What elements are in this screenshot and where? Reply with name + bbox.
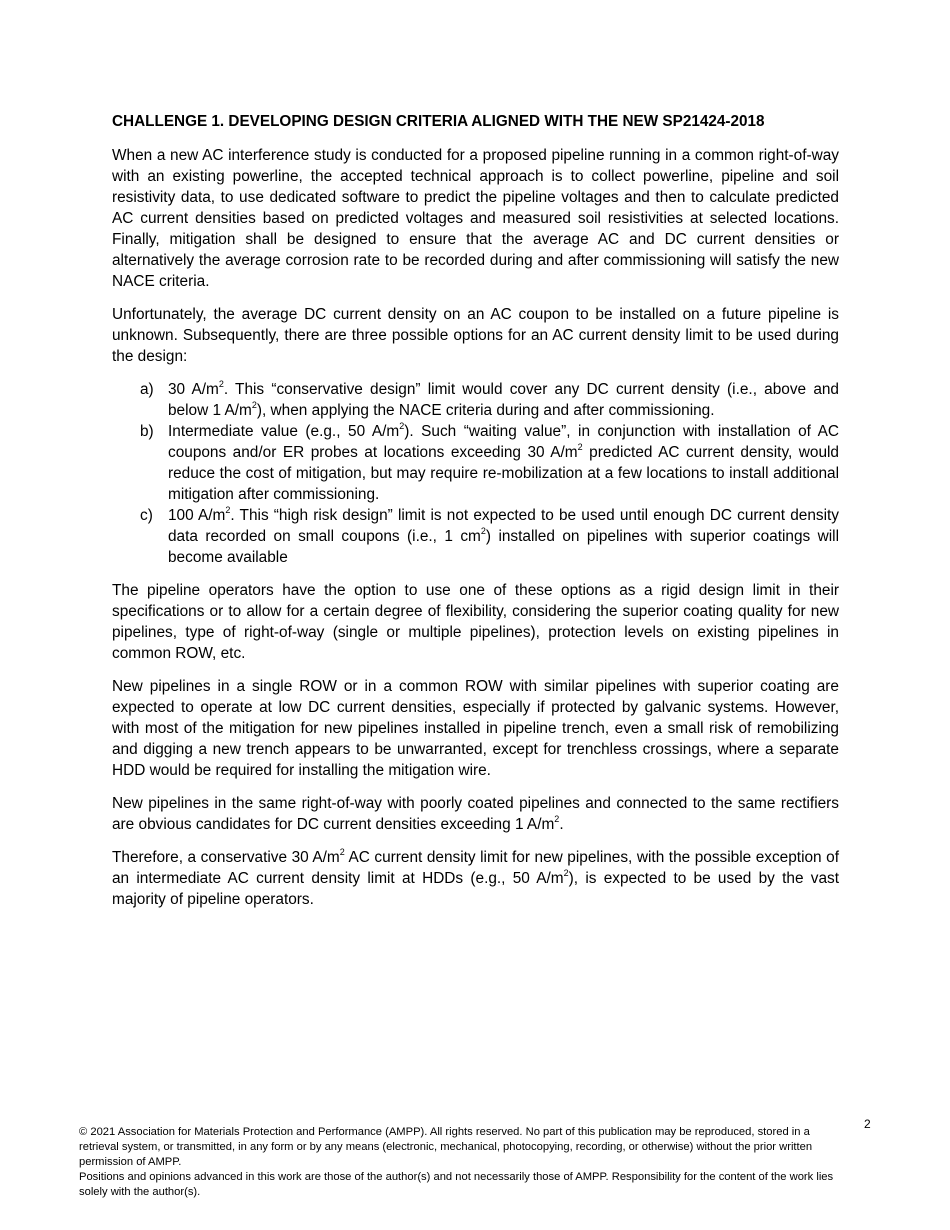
document-body (112, 112, 839, 922)
disclaimer-notice: Positions and opinions advanced in this work are those of the author(s) and not necessarily those of AMPP. Responsibility for the content of the work lies solely with the author(s). (79, 1171, 834, 1198)
paragraph-2: Unfortunately, the average DC current density on an AC coupon to be installed on a future pipeline is unknown. Subsequently, there are three possible options for an AC current density limit to be used during the design: (112, 306, 839, 365)
paragraph-1: When a new AC interference study is conducted for a proposed pipeline running in a common right-of-way with an existing powerline, the accepted technical approach is to collect powerline, pipeline and soil resistivity data, to use dedicated software to predict the pipeline voltages and then to calculate predicted AC current densities based on predicted voltages and measured soil resistivities at selected locations. Finally, mitigation shall be designed to ensure that the average AC and DC current densities or alternatively the average corrosion rate to be recorded during and after commissioning will satisfy the new NACE criteria. (112, 147, 839, 290)
copyright-notice: © 2021 Association for Materials Protection and Performance (AMPP). All rights reserved. No part of this publication may be reproduced, stored in a retrieval system, or transmitted, in any form or by any means (electronic, mechanical, photocopying, recording, or otherwise) without the prior written permission of AMPP. (79, 1126, 813, 1168)
copyright-footer (79, 1125, 849, 1200)
list-item-c (112, 505, 839, 568)
paragraph-3: The pipeline operators have the option to use one of these options as a rigid design limit in their specifications or to allow for a certain degree of flexibility, considering the superior coating quality for new pipelines, type of right-of-way (single or multiple pipelines), protection levels on existing pipelines in common ROW, etc. (112, 582, 839, 662)
page-number: 2 (864, 1117, 871, 1131)
list-item-text: 100 $A/m^2$. This “high risk design” limit is not expected to be used until enough DC current density data recorded on small coupons (i.e., 1 $cm^2$) installed on pipelines with superior coatings will become available (168, 504, 839, 566)
list-item-a (112, 379, 839, 421)
list-item-text: 30 $A/m^2$. This “conservative design” limit would cover any DC current density (i.e., above and below 1 $A/m^2$), when applying the NACE criteria during and after commissioning. (168, 378, 839, 419)
list-item-b (112, 421, 839, 505)
paragraph-5: New pipelines in the same right-of-way with poorly coated pipelines and connected to the same rectifiers are obvious candidates for DC current densities exceeding 1 $A/m^2$. (112, 795, 839, 833)
list-item-text: Intermediate value (e.g., 50 $A/m^2$). Such “waiting value”, in conjunction with installation of AC coupons and/or ER probes at locations exceeding 30 $A/m^2$ predicted AC current density, would reduce the cost of mitigation, but may require re-mobilization at a few locations to install additional mitigation after commissioning. (168, 420, 839, 503)
list-marker: b) (140, 423, 154, 440)
list-marker: a) (140, 381, 154, 398)
paragraph-6: Therefore, a conservative 30 $A/m^2$ AC current density limit for new pipelines, with the possible exception of an intermediate AC current density limit at HDDs (e.g., 50 $A/m^2$), is expected to be used by the vast majority of pipeline operators. (112, 846, 839, 908)
options-list (112, 379, 839, 568)
section-heading: CHALLENGE 1. DEVELOPING DESIGN CRITERIA ALIGNED WITH THE NEW SP21424-2018 (112, 113, 765, 130)
list-marker: c) (140, 507, 153, 524)
paragraph-4: New pipelines in a single ROW or in a common ROW with similar pipelines with superior coating are expected to operate at low DC current densities, especially if protected by galvanic systems. However, with most of the mitigation for new pipelines installed in pipeline trench, even a small risk of remobilizing and digging a new trench appears to be unwarranted, except for trenchless crossings, where a separate HDD would be required for installing the mitigation wire. (112, 678, 839, 779)
